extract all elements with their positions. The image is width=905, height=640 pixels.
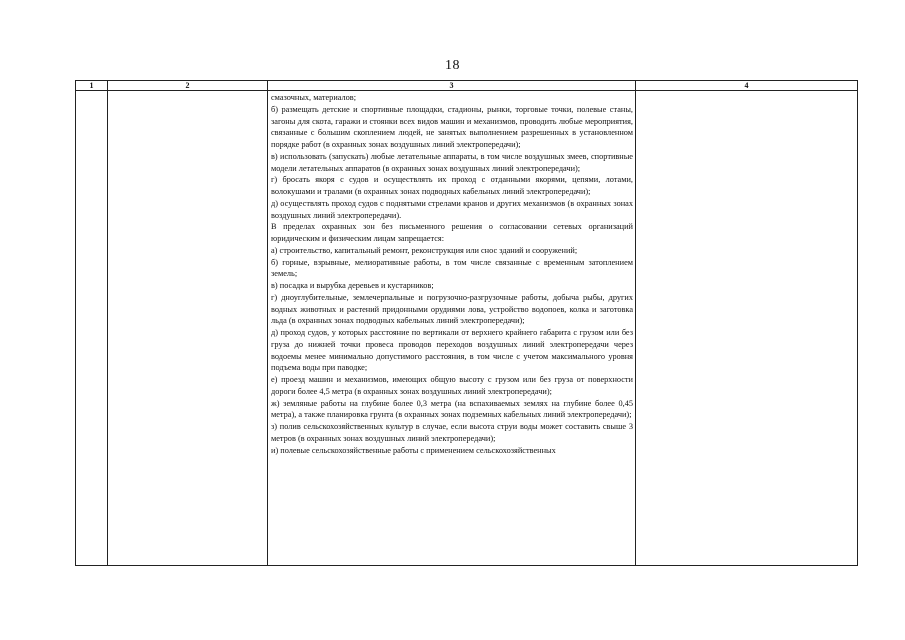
paragraph: д) осуществлять проход судов с поднятыми стрелами кранов и других механизмов (в охранных зонах воздушных линий электропередачи). [271,198,633,220]
paragraph: е) проезд машин и механизмов, имеющих общую высоту с грузом или без груза от поверхности дороги более 4,5 метра (в охранных зонах воздушных линий электропередачи); [271,375,633,396]
paragraph: б) размещать детские и спортивные площадки, стадионы, рынки, торговые точки, полевые станы, загоны для скота, гаражи и стоянки всех видов машин и механизмов, проводить любые мероприятия, связанные с большим скоплением людей, не занятых выполнением разрешенных в установленном порядке работ (в охранных зонах воздушных линий электропередачи); [271,104,633,149]
column-header-4: 4 [636,81,858,91]
column-header-1: 1 [76,81,108,91]
column-header-3: 3 [268,81,636,91]
document-table [75,80,858,566]
cell-column-4 [636,91,858,566]
paragraph: б) горные, взрывные, мелиоративные работы, в том числе связанные с временным затоплением земель; [271,257,633,279]
table-header-row [76,81,858,91]
paragraph: и) полевые сельскохозяйственные работы с применением сельскохозяйственных [271,445,556,455]
paragraph: д) проход судов, у которых расстояние по вертикали от верхнего крайнего габарита с грузом или без груза до нижней точки провеса проводов переходов воздушных линий электропередачи через водоемы менее минимально допустимого расстояния, в том числе с учетом максимального уровня подъема воды при паводке; [271,328,633,373]
paragraph: в) использовать (запускать) любые летательные аппараты, в том числе воздушных змеев, спортивные модели летательных аппаратов (в охранных зонах воздушных линий электропередачи); [271,151,633,173]
column-header-2: 2 [108,81,268,91]
paragraph: г) бросать якоря с судов и осуществлять их проход с отданными якорями, цепями, лотами, волокушами и тралами (в охранных зонах подводных кабельных линий электропередачи); [271,175,633,196]
paragraph: з) полив сельскохозяйственных культур в случае, если высота струи воды может составить свыше 3 метров (в охранных зонах воздушных линий электропередачи); [271,422,633,443]
page-number: 18 [445,58,460,73]
paragraph: смазочных, материалов; [271,93,357,102]
table-row [76,91,858,566]
paragraph: в) посадка и вырубка деревьев и кустарников; [271,281,434,290]
cell-column-1 [76,91,108,566]
paragraph: а) строительство, капитальный ремонт, реконструкция или снос зданий и сооружений; [271,245,578,255]
paragraph: ж) земляные работы на глубине более 0,3 метра (на вспахиваемых землях на глубине более 0,45 метра), а также планировка грунта (в охранных зонах подземных кабельных линий электропередачи); [271,398,633,420]
cell-column-3 [268,91,636,566]
cell-column-2 [108,91,268,566]
paragraph: г) дноуглубительные, землечерпальные и погрузочно-разгрузочные работы, добыча рыбы, других водных животных и растений придонными орудиями лова, устройство водопоев, колка и заготовка льда (в охранных зонах подводных кабельных линий электропередачи); [271,292,633,326]
paragraph: В пределах охранных зон без письменного решения о согласовании сетевых организаций юридическим и физическим лицам запрещается: [271,222,633,243]
